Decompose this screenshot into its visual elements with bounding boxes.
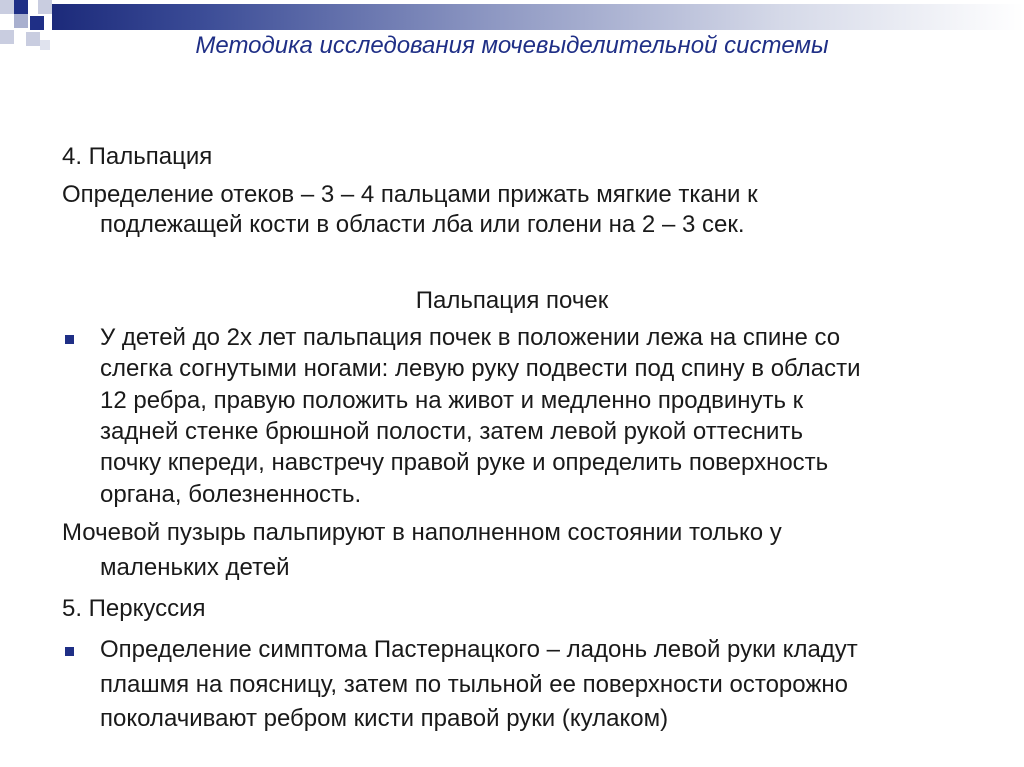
kidney-bullet-line-6: органа, болезненность. <box>100 481 362 508</box>
pasternatsky-bullet-line-2: плашмя на поясницу, затем по тыльной ее поверхности осторожно <box>100 671 848 698</box>
kidney-bullet-line-3: 12 ребра, правую положить на живот и медленно продвинуть к <box>100 387 804 414</box>
pasternatsky-bullet-line-3: поколачивают ребром кисти правой руки (кулаком) <box>100 705 669 732</box>
edema-paragraph-line-1: Определение отеков – 3 – 4 пальцами прижать мягкие ткани к <box>62 181 758 208</box>
kidney-bullet-line-1: У детей до 2х лет пальпация почек в положении лежа на спине со <box>100 324 841 351</box>
kidney-palpation-heading: Пальпация почек <box>415 287 609 314</box>
kidney-bullet-line-2: слегка согнутыми ногами: левую руку подвести под спину в области <box>100 355 861 382</box>
slide-title: Методика исследования мочевыделительной системы <box>195 32 829 59</box>
edema-paragraph-line-2: подлежащей кости в области лба или голени на 2 – 3 сек. <box>100 211 745 238</box>
kidney-bullet-line-5: почку кпереди, навстречу правой руке и определить поверхность <box>100 449 829 476</box>
bullet-icon <box>65 335 74 344</box>
kidney-bullet-line-4: задней стенке брюшной полости, затем левой рукой оттеснить <box>100 418 803 445</box>
section-heading-palpation: 4. Пальпация <box>62 143 213 170</box>
header-gradient-bar <box>52 4 1024 30</box>
bladder-paragraph-line-1: Мочевой пузырь пальпируют в наполненном состоянии только у <box>62 519 782 546</box>
bladder-paragraph-line-2: маленьких детей <box>100 554 290 581</box>
section-heading-percussion: 5. Перкуссия <box>62 595 206 622</box>
bullet-icon <box>65 647 74 656</box>
pasternatsky-bullet-line-1: Определение симптома Пастернацкого – ладонь левой руки кладут <box>100 636 858 663</box>
